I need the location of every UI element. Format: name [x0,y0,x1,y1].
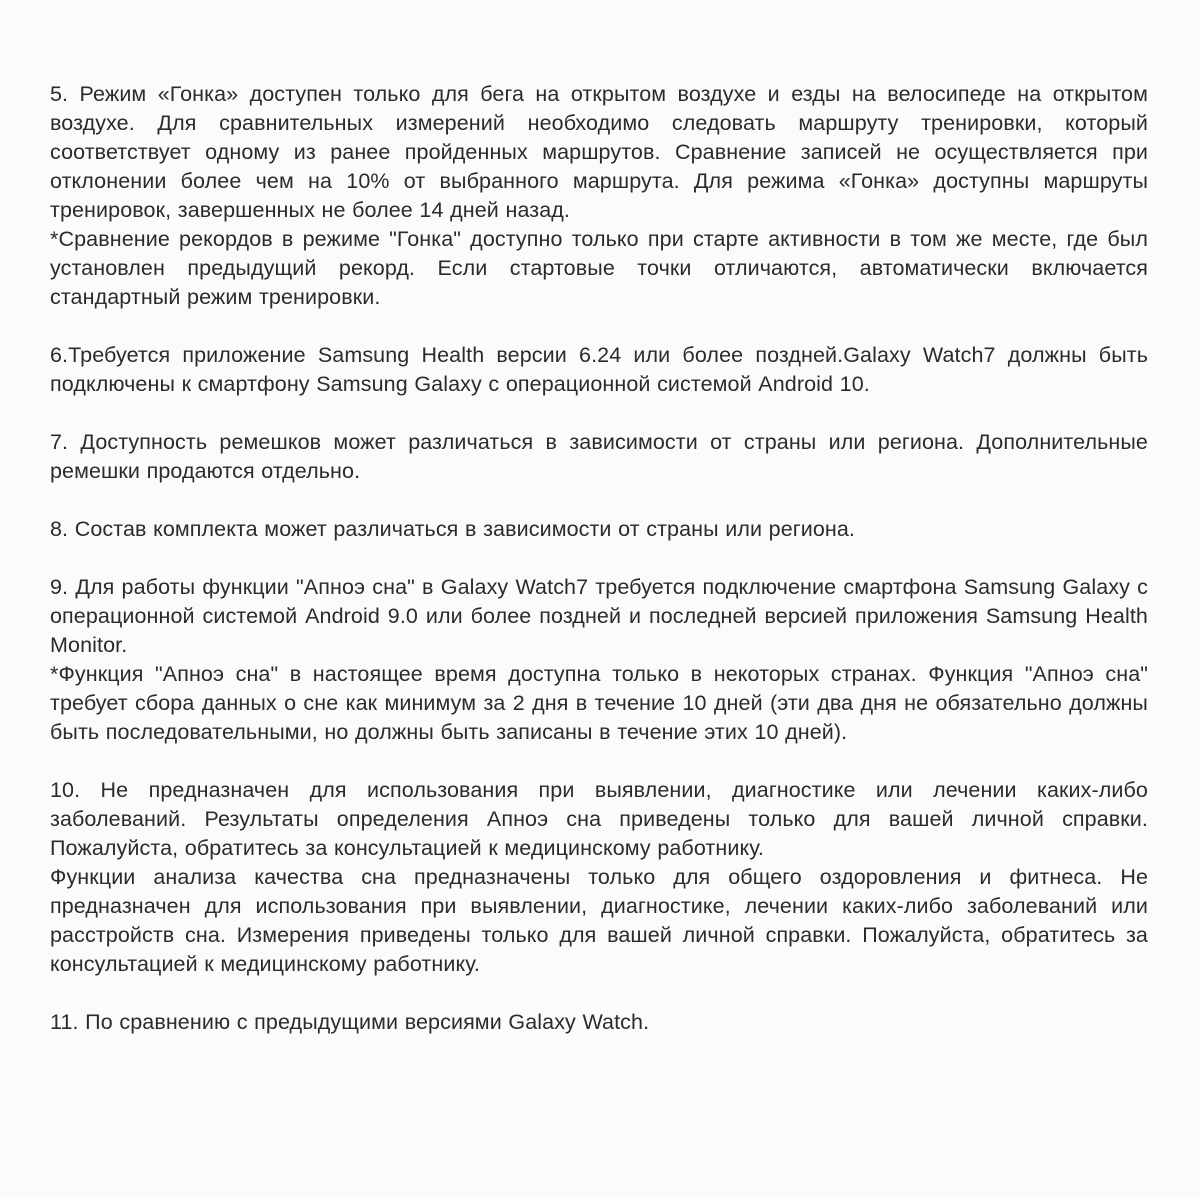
footnote-7 [50,428,1148,486]
footnote-11 [50,1008,1148,1037]
footnote-5 [50,80,1148,312]
footnote-8 [50,515,1148,544]
footnote-10 [50,776,1148,979]
footnote-5-asterisk-note: *Сравнение рекордов в режиме "Гонка" доступно только при старте активности в том же месте, где был установлен предыдущий рекорд. Если стартовые точки отличаются, автоматически включается стандартный режим тренировки. [50,227,1148,309]
footnote-7-main-text: 7. Доступность ремешков может различаться в зависимости от страны или региона. Дополнительные ремешки продаются отдельно. [50,430,1148,483]
footnote-8-main-text: 8. Состав комплекта может различаться в зависимости от страны или региона. [50,517,856,541]
footnote-10-main-text: 10. Не предназначен для использования при выявлении, диагностике или лечении каких-либо заболеваний. Результаты определения Апноэ сна приведены только для вашей личной справки. Пожалуйста, обратитесь за консультацией к медицинскому работнику. [50,778,1148,860]
footnote-6 [50,341,1148,399]
footnote-9-asterisk-note: *Функция "Апноэ сна" в настоящее время доступна только в некоторых странах. Функция "Апноэ сна" требует сбора данных о сне как минимум за 2 дня в течение 10 дней (эти два дня не обязательно должны быть последовательными, но должны быть записаны в течение этих 10 дней). [50,662,1148,744]
footnote-11-main-text: 11. По сравнению с предыдущими версиями Galaxy Watch. [50,1010,650,1034]
footnote-10-secondary-text: Функции анализа качества сна предназначены только для общего оздоровления и фитнеса. Не предназначен для использования при выявлении, диагностике, лечении каких-либо заболеваний или расстройств сна. Измерения приведены только для вашей личной справки. Пожалуйста, обратитесь за консультацией к медицинскому работнику. [50,865,1148,976]
footnote-6-main-text: 6.Требуется приложение Samsung Health версии 6.24 или более поздней.Galaxy Watch7 должны быть подключены к смартфону Samsung Galaxy с операционной системой Android 10. [50,343,1148,396]
footnote-5-main-text: 5. Режим «Гонка» доступен только для бега на открытом воздухе и езды на велосипеде на открытом воздухе. Для сравнительных измерений необходимо следовать маршруту тренировки, который соответствует одному из ранее пройденных маршрутов. Сравнение записей не осуществляется при отклонении более чем на 10% от выбранного маршрута. Для режима «Гонка» доступны маршруты тренировок, завершенных не более 14 дней назад. [50,82,1148,222]
footnote-9-main-text: 9. Для работы функции "Апноэ сна" в Galaxy Watch7 требуется подключение смартфона Samsung Galaxy с операционной системой Android 9.0 или более поздней и последней версией приложения Samsung Health Monitor. [50,575,1148,657]
footnote-9 [50,573,1148,747]
